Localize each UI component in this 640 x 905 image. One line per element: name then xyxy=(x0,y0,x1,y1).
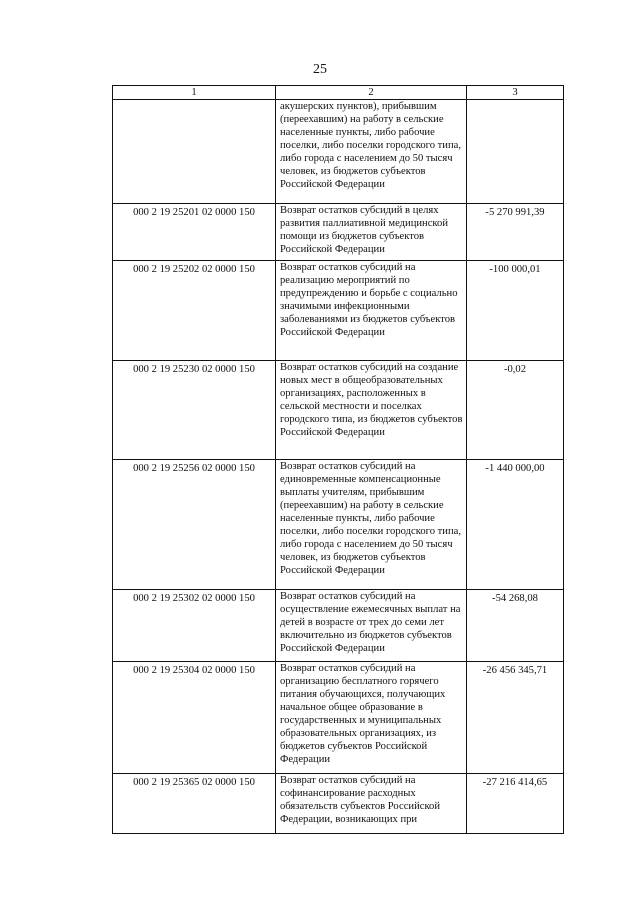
table-row xyxy=(113,460,564,590)
description-cell: Возврат остатков субсидий на осуществление ежемесячных выплат на детей в возрасте от трех до семи лет включительно из бюджетов субъектов Российской Федерации xyxy=(276,590,467,662)
budget-code-cell: 000 2 19 25202 02 0000 150 xyxy=(113,261,276,361)
budget-code-cell: 000 2 19 25201 02 0000 150 xyxy=(113,204,276,261)
description-cell: Возврат остатков субсидий в целях развития паллиативной медицинской помощи из бюджетов субъектов Российской Федерации xyxy=(276,204,467,261)
table-row xyxy=(113,662,564,774)
amount-cell xyxy=(467,100,564,204)
amount-cell: -1 440 000,00 xyxy=(467,460,564,590)
table-header-row xyxy=(113,86,564,100)
page-number: 25 xyxy=(313,62,327,77)
table-row xyxy=(113,590,564,662)
column-header: 3 xyxy=(467,86,564,100)
description-cell: Возврат остатков субсидий на организацию бесплатного горячего питания обучающихся, получающих начальное общее образование в государственных и муниципальных образовательных организациях, из бюджетов субъектов Российской Федерации xyxy=(276,662,467,774)
budget-code-cell: 000 2 19 25302 02 0000 150 xyxy=(113,590,276,662)
amount-cell: -54 268,08 xyxy=(467,590,564,662)
amount-cell: -100 000,01 xyxy=(467,261,564,361)
budget-code-cell: 000 2 19 25304 02 0000 150 xyxy=(113,662,276,774)
description-cell: Возврат остатков субсидий на единовременные компенсационные выплаты учителям, прибывшим (переехавшим) на работу в сельские населенные пункты, либо рабочие поселки, либо поселки городского типа, либо города с населением до 50 тысяч человек, из бюджетов субъектов Российской Федерации xyxy=(276,460,467,590)
column-header: 2 xyxy=(276,86,467,100)
table-row xyxy=(113,100,564,204)
column-header: 1 xyxy=(113,86,276,100)
table-row xyxy=(113,204,564,261)
table-row xyxy=(113,774,564,834)
budget-code-cell: 000 2 19 25256 02 0000 150 xyxy=(113,460,276,590)
budget-code-cell xyxy=(113,100,276,204)
table-row xyxy=(113,261,564,361)
table-row xyxy=(113,361,564,460)
amount-cell: -26 456 345,71 xyxy=(467,662,564,774)
amount-cell: -5 270 991,39 xyxy=(467,204,564,261)
description-cell: акушерских пунктов), прибывшим (переехавшим) на работу в сельские населенные пункты, либо рабочие поселки, либо поселки городского типа, либо города с населением до 50 тысяч человек, из бюджетов субъектов Российской Федерации xyxy=(276,100,467,204)
budget-table xyxy=(112,85,564,834)
budget-code-cell: 000 2 19 25365 02 0000 150 xyxy=(113,774,276,834)
description-cell: Возврат остатков субсидий на реализацию мероприятий по предупреждению и борьбе с социально значимыми инфекционными заболеваниями из бюджетов субъектов Российской Федерации xyxy=(276,261,467,361)
description-cell: Возврат остатков субсидий на создание новых мест в общеобразовательных организациях, расположенных в сельской местности и поселках городского типа, из бюджетов субъектов Российской Федерации xyxy=(276,361,467,460)
description-cell: Возврат остатков субсидий на софинансирование расходных обязательств субъектов Российской Федерации, возникающих при xyxy=(276,774,467,834)
budget-code-cell: 000 2 19 25230 02 0000 150 xyxy=(113,361,276,460)
amount-cell: -27 216 414,65 xyxy=(467,774,564,834)
amount-cell: -0,02 xyxy=(467,361,564,460)
